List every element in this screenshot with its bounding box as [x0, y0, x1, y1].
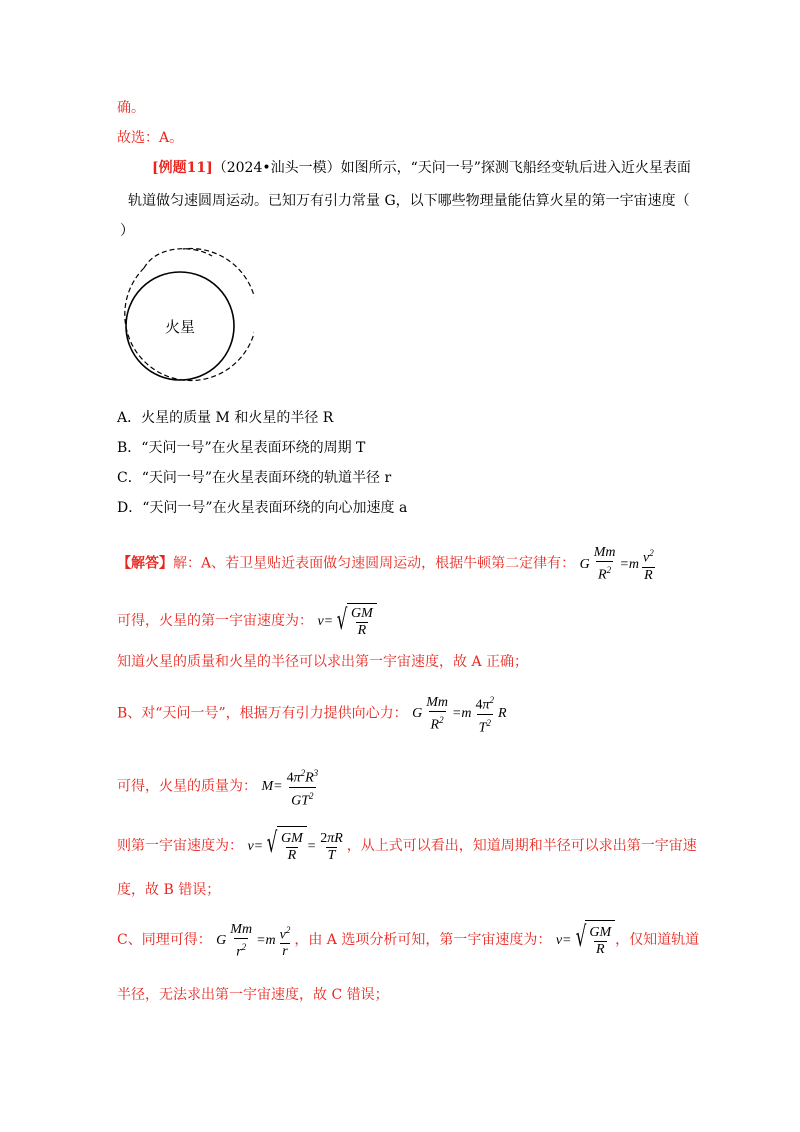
answer-line-a1	[117, 545, 658, 584]
option-a: A．火星的质量 M 和火星的半径 R	[117, 410, 334, 426]
intro-line-2: 故选：A。	[117, 130, 184, 146]
question-line-2: 轨道做匀速圆周运动。已知万有引力常量 G，以下哪些物理量能估算火星的第一宇宙速度（	[128, 193, 690, 209]
formula-newton-second-law: G $\frac{Mm}{R^2}$ =m $\frac{v^2}{R}$	[579, 545, 654, 583]
answer-b2-text: 可得，火星的质量为：	[117, 778, 257, 795]
answer-a2-text: 可得，火星的第一宇宙速度为：	[117, 613, 313, 630]
transfer-orbit-dashed-arc	[144, 249, 212, 268]
answer-line-a2	[117, 603, 377, 641]
orbit-dashed-circle	[125, 249, 254, 381]
answer-line-c4: 半径，无法求出第一宇宙速度，故 C 错误；	[117, 987, 389, 1003]
option-b: B．“天问一号”在火星表面环绕的周期 T	[117, 440, 366, 456]
answer-line-c1	[117, 920, 699, 962]
planet-label: 火星	[165, 318, 196, 336]
answer-line-b5: 度，故 B 错误；	[117, 882, 221, 898]
orbit-figure	[104, 240, 254, 390]
answer-a1-text: 解：A、若卫星贴近表面做匀速圆周运动，根据牛顿第二定律有：	[173, 555, 576, 572]
answer-c1-text: C、同理可得：	[117, 932, 212, 949]
question-text-a: （2024•汕头一模）如图所示，“天问一号”探测飞船经变轨后进入近火星表面	[212, 160, 691, 176]
answer-b1-text: B、对“天问一号”，根据万有引力提供向心力：	[117, 705, 408, 722]
answer-c2-text: ，由 A 选项分析可知，第一宇宙速度为：	[294, 932, 552, 949]
answer-line-b3	[117, 826, 697, 868]
answer-b3-text: 则第一宇宙速度为：	[117, 838, 243, 855]
question-tag: [例题11]	[152, 160, 213, 176]
option-c: C．“天问一号”在火星表面环绕的轨道半径 r	[117, 470, 392, 486]
answer-line-a3: 知道火星的质量和火星的半径可以求出第一宇宙速度，故 A 正确；	[117, 654, 529, 670]
answer-c3-text: ，仅知道轨道	[615, 932, 700, 949]
question-line-1	[152, 158, 691, 178]
formula-velocity-period: v= √ $\frac{GM}{R}$ = $\frac{2\pi R}{T}$	[247, 839, 346, 854]
formula-mars-mass: M= $\frac{4\pi^2R^3}{GT^2}$	[261, 768, 319, 809]
answer-line-b1	[117, 692, 507, 736]
formula-gravity-centripetal: G $\frac{Mm}{R^2}$ =m $\frac{4\pi^2}{T^2}$ R	[412, 694, 507, 736]
formula-first-cosmic-velocity: v= √ $\frac{GM}{R}$	[317, 614, 376, 629]
formula-gravity-orbit-r: G $\frac{Mm}{r^2}$ =m $\frac{v^2}{r}$	[216, 921, 291, 960]
intro-line-1: 确。	[117, 100, 145, 116]
answer-line-b2	[117, 765, 322, 809]
question-line-3: ）	[120, 223, 134, 239]
answer-tag: 【解答】	[117, 555, 173, 572]
formula-first-cosmic-velocity-2: v= √ $\frac{GM}{R}$	[556, 933, 615, 948]
answer-b4-text: ，从上式可以看出，知道周期和半径可以求出第一宇宙速	[346, 838, 697, 855]
option-d: D．“天问一号”在火星表面环绕的向心加速度 a	[117, 500, 408, 516]
